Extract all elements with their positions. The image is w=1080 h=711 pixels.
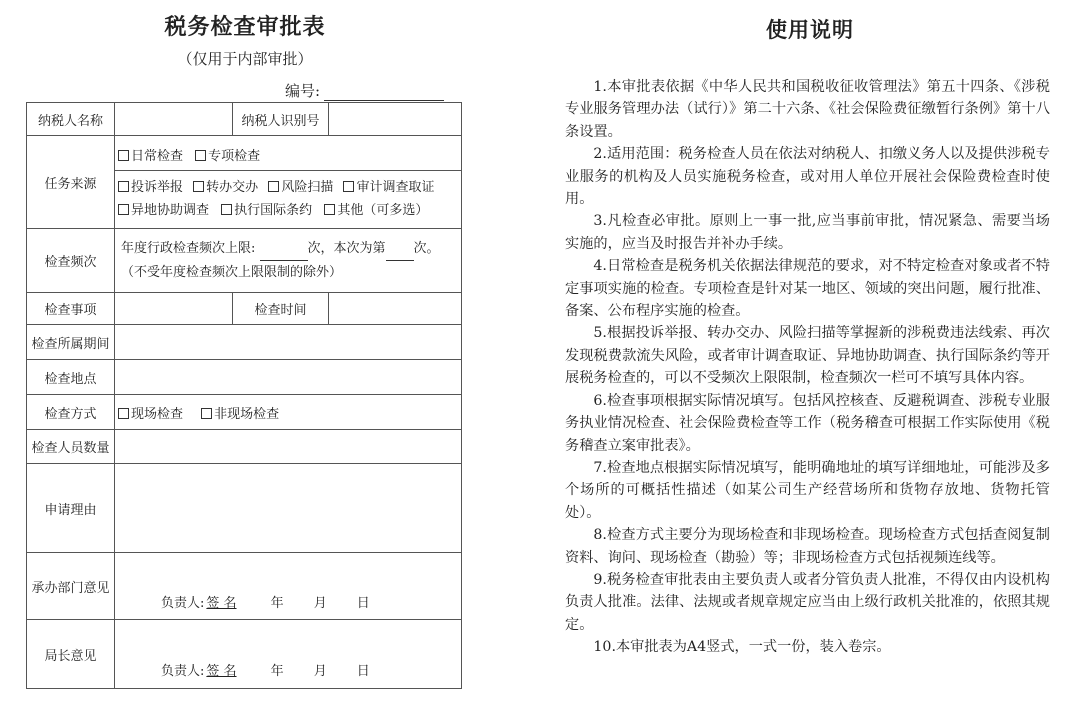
checkbox[interactable] [221,204,232,215]
method-label: 检查方式 [27,395,115,430]
staff-count-label: 检查人员数量 [27,430,115,464]
taxpayer-id-field[interactable] [329,103,462,136]
frequency-current-blank[interactable] [386,246,414,261]
treaty-option[interactable]: 执行国际条约 [221,203,312,218]
dept-opinion-label: 承办部门意见 [27,553,115,620]
instructions-body [565,76,1050,659]
checkbox[interactable] [201,408,212,419]
form-subtitle: （仅用于内部审批） [177,50,313,68]
remote-assist-option[interactable]: 异地协助调查 [118,203,209,218]
checkbox[interactable] [118,204,129,215]
staff-count-field[interactable] [115,430,462,464]
instructions-title: 使用说明 [766,17,854,42]
time-label: 检查时间 [233,293,329,325]
task-source-options [115,136,462,229]
serial-label: 编号: [285,82,321,100]
month-label: 月 [313,663,327,679]
frequency-text-c: 次。 [413,240,440,256]
complaint-option[interactable]: 投诉举报 [118,180,183,195]
reason-label: 申请理由 [27,464,115,553]
period-label: 检查所属期间 [27,325,115,360]
responsible-label: 负责人: [161,595,205,611]
director-opinion-label: 局长意见 [27,620,115,689]
matter-field[interactable] [115,293,233,325]
instruction-item: 7.检查地点根据实际情况填写，能明确地址的填写详细地址，可能涉及多个场所的可概括性描述（如某公司生产经营场所和货物存放地、货物托管处）。 [565,459,1050,521]
form-title: 税务检查审批表 [164,14,326,40]
task-source-label: 任务来源 [27,136,115,229]
responsible-label: 负责人: [161,663,205,679]
frequency-text-a: 年度行政检查频次上限: [121,240,256,256]
instruction-item: 5.根据投诉举报、转办交办、风险扫描等掌握新的涉税费违法线索、再次发现税费款流失风险，或者审计调查取证、异地协助调查、执行国际条约等开展税务检查的，可以不受频次上限限制，检查频次一栏可不填写具体内容。 [565,325,1050,387]
risk-scan-option[interactable]: 风险扫描 [268,180,333,195]
dept-opinion-field[interactable] [115,553,462,620]
matter-label: 检查事项 [27,293,115,325]
instruction-item: 2.适用范围：税务检查人员在依法对纳税人、扣缴义务人以及提供涉税专业服务的机构及人员实施税务检查，或对用人单位开展社会保险费检查时使用。 [565,146,1050,208]
period-field[interactable] [115,325,462,360]
year-label: 年 [270,663,284,679]
location-label: 检查地点 [27,360,115,395]
serial-number [285,80,444,101]
instruction-item: 8.检查方式主要分为现场检查和非现场检查。现场检查方式包括查阅复制资料、询问、现场检查（勘验）等；非现场检查方式包括视频连线等。 [565,527,1050,566]
taxpayer-name-field[interactable] [115,103,233,136]
location-field[interactable] [115,360,462,395]
day-label: 日 [356,595,370,611]
daily-check-option[interactable]: 日常检查 [118,149,183,164]
checkbox[interactable] [324,204,335,215]
day-label: 日 [356,663,370,679]
sign-label: 签 名 [206,595,237,611]
director-opinion-field[interactable] [115,620,462,689]
serial-blank[interactable] [324,86,444,101]
checkbox[interactable] [268,181,279,192]
offsite-option[interactable]: 非现场检查 [201,407,279,422]
checkbox[interactable] [343,181,354,192]
frequency-limit-blank[interactable] [260,246,308,261]
form-table [26,102,462,689]
frequency-text-b: 次，本次为第 [307,240,386,256]
other-option[interactable]: 其他（可多选） [324,203,428,218]
taxpayer-id-label: 纳税人识别号 [233,103,329,136]
frequency-note: （不受年度检查频次上限限制的除外） [121,264,343,280]
transfer-option[interactable]: 转办交办 [193,180,258,195]
reason-field[interactable] [115,464,462,553]
checkbox[interactable] [193,181,204,192]
instructions-panel [560,0,1060,711]
year-label: 年 [270,595,284,611]
instruction-item: 4.日常检查是税务机关依据法律规范的要求，对不特定检查对象或者不特定事项实施的检查。专项检查是针对某一地区、领域的突出问题，履行批准、备案、公布程序实施的检查。 [565,258,1050,320]
instruction-item: 3.凡检查必审批。原则上一事一批,应当事前审批，情况紧急、需要当场实施的，应当及时报告并补办手续。 [565,213,1050,252]
instruction-item: 10.本审批表为A4竖式，一式一份，装入卷宗。 [593,639,891,656]
checkbox[interactable] [195,150,206,161]
instruction-item: 1.本审批表依据《中华人民共和国税收征收管理法》第五十四条、《涉税专业服务管理办法（试行）》第二十六条、《社会保险费征缴暂行条例》第十八条设置。 [565,79,1050,140]
checkbox[interactable] [118,408,129,419]
month-label: 月 [313,595,327,611]
sign-label: 签 名 [206,663,237,679]
instruction-item: 6.检查事项根据实际情况填写。包括风控核查、反避税调查、涉税专业服务执业情况检查、社会保险费检查等工作（税务稽查可根据工作实际使用《税务稽查立案审批表》。 [565,392,1050,454]
method-options [115,395,462,430]
time-field[interactable] [329,293,462,325]
frequency-label: 检查频次 [27,229,115,293]
special-check-option[interactable]: 专项检查 [195,149,260,164]
onsite-option[interactable]: 现场检查 [118,407,183,422]
instruction-item: 9.税务检查审批表由主要负责人或者分管负责人批准，不得仅由内设机构负责人批准。法律、法规或者规章规定应当由上级行政机关批准的，依照其规定。 [565,571,1050,633]
approval-form [0,0,500,711]
audit-option[interactable]: 审计调查取证 [343,180,434,195]
checkbox[interactable] [118,181,129,192]
checkbox[interactable] [118,150,129,161]
frequency-field [115,229,462,293]
taxpayer-name-label: 纳税人名称 [27,103,115,136]
